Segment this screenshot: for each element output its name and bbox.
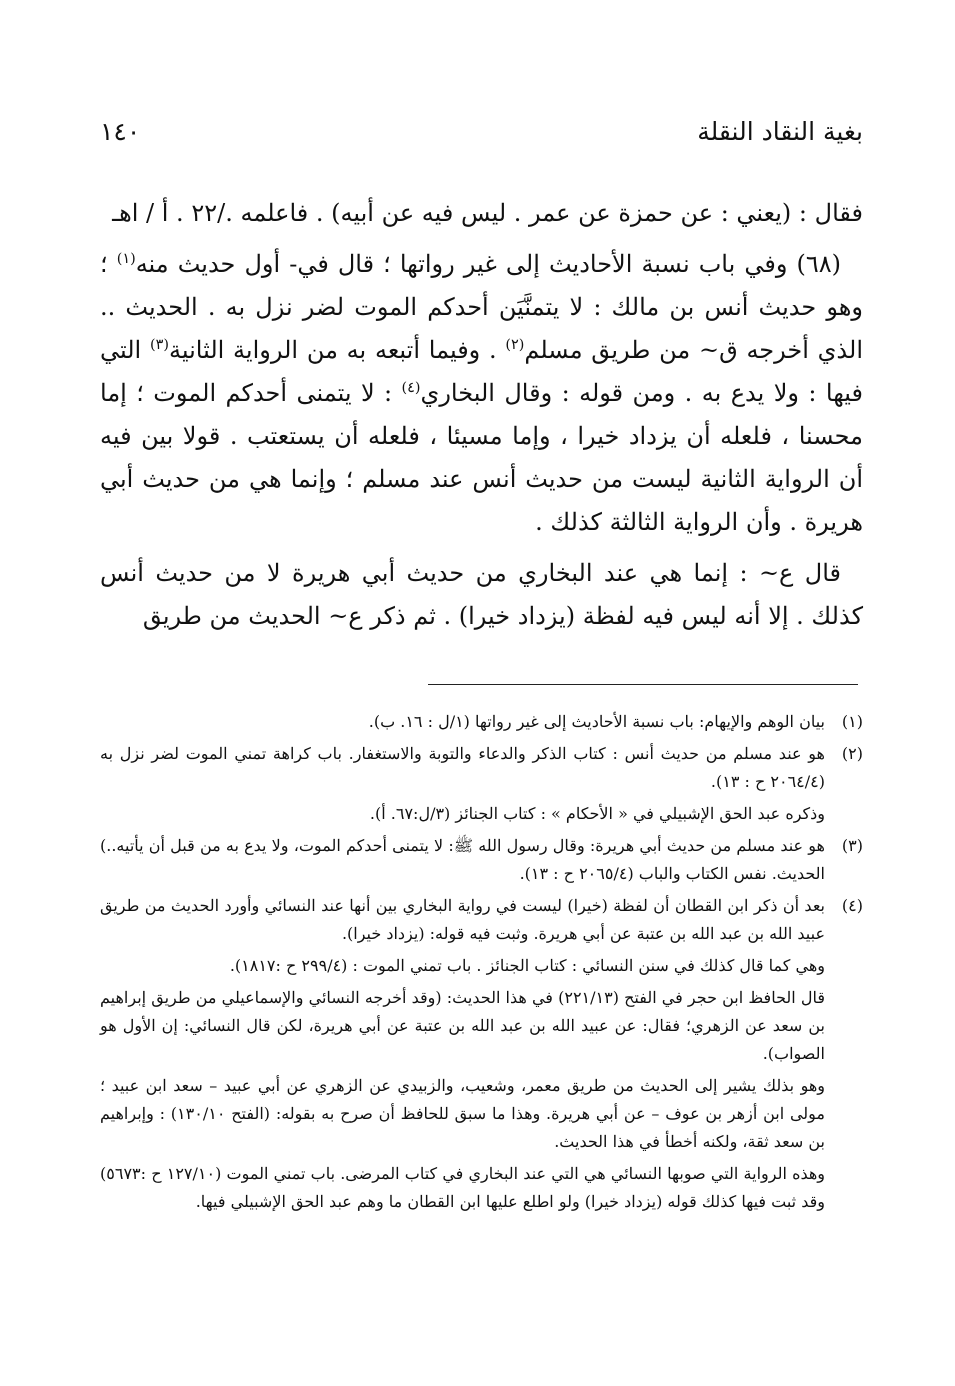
paragraph-1: فقال : (يعني : عن حمزة عن عمر . ليس فيه عن أبيه) . فاعلمه ./٢٢ . أ / اهـ bbox=[112, 199, 863, 227]
footnote-ref-1: (١) bbox=[116, 251, 136, 267]
footnote-1-number: (١) bbox=[841, 712, 863, 731]
footnote-ref-2: (٢) bbox=[505, 337, 525, 353]
paragraph-2-part-e: : لا يتمنى أحدكم الموت ؛ إما محسنا ، فلعله أن يزداد خيرا ، وإما مسيئا ، فلعله أن يستعتب . قولا بين فيه أن الرواية الثانية ليست من حديث أنس عند مسلم ؛ وإنما هي من حديث أبي هريرة . وأن الرواية الثالثة كذلك . bbox=[100, 379, 863, 536]
footnote-4-continuation-1: وهي كما قال كذلك في سنن النسائي : كتاب الجنائز . باب تمني الموت : (٢٩٩/٤ ح :١٨١٧). bbox=[229, 956, 825, 975]
footnote-1-text: بيان الوهم والإيهام: باب نسبة الأحاديث إلى غير رواتها (١/ل : ١٦. ب). bbox=[368, 712, 825, 731]
page-number: ١٤٠ bbox=[100, 117, 141, 146]
page-header bbox=[100, 112, 863, 152]
footnote-3-number: (٣) bbox=[841, 836, 863, 855]
footnote-4-text: بعد أن ذكر ابن القطان أن لفظة (خيرا) ليست في رواية البخاري بين أنها عند النسائي وأورد الحديث من طريق عبيد الله بن عبد الله بن عتبة عن أبي هريرة. وثبت فيه قوله: (يزداد خيرا). bbox=[100, 896, 826, 943]
paragraph-2-part-b: ؛ وهو حديث أنس بن مالك : لا يتمنَّيَن أحدكم الموت لضر نزل به . الحديث .. الذي أخرجه ق~ من طريق مسلم bbox=[100, 250, 863, 364]
footnote-ref-4: (٤) bbox=[401, 380, 421, 396]
footnotes bbox=[100, 708, 863, 1220]
footnote-4-number: (٤) bbox=[841, 896, 863, 915]
footnote-3 bbox=[100, 832, 863, 888]
footnote-4-continuation-4: وهذه الرواية التي صوبها النسائي هي التي عند البخاري في كتاب المرضى. باب تمني الموت (١٢٧/١٠ ح :٥٦٧٣) وقد ثبت فيها كذلك قوله (يزداد خيرا) ولو اطلع عليها ابن القطان ما وهم عبد الحق الإشبيلي فيها. bbox=[100, 1164, 826, 1211]
footnote-1 bbox=[100, 708, 863, 736]
footnote-ref-3: (٣) bbox=[149, 337, 169, 353]
footnote-4-continuation-2: قال الحافظ ابن حجر في الفتح (٢٢١/١٣) في هذا الحديث: (وقد أخرجه النسائي والإسماعيلي من طريق إبراهيم بن سعد عن الزهري؛ فقال: عن عبيد الله بن عبد الله بن عتبة عن أبي هريرة، لكن قال النسائي: إن الأول هو الصواب). bbox=[100, 988, 826, 1063]
paragraph-2-part-d: التي فيها : ولا يدع به . ومن قوله : وقال البخاري bbox=[100, 336, 863, 407]
footnote-divider bbox=[428, 684, 858, 685]
footnote-2-number: (٢) bbox=[841, 744, 863, 763]
paragraph-2-part-a: (٦٨) وفي باب نسبة الأحاديث إلى غير رواتها ؛ قال في- أول حديث منه bbox=[135, 250, 842, 278]
paragraph-2-part-c: . وفيما أتبعه به من الرواية الثانية bbox=[168, 336, 506, 364]
paragraph-2 bbox=[100, 243, 863, 544]
footnote-2-text: هو عند مسلم من حديث أنس : كتاب الذكر والدعاء والتوبة والاستغفار. باب كراهة تمني الموت لضر نزل به (٢٠٦٤/٤ ح : ١٣). bbox=[100, 744, 825, 791]
running-title: بغية النقاد النقلة bbox=[697, 117, 863, 146]
main-text bbox=[100, 192, 863, 638]
footnote-2-continuation: وذكره عبد الحق الإشبيلي في « الأحكام » : كتاب الجنائز (٣/ل:٦٧. أ). bbox=[369, 804, 825, 823]
paragraph-3: قال ع~ : إنما هي عند البخاري من حديث أبي هريرة لا من حديث أنس كذلك . إلا أنه ليس فيه لفظة (يزداد خيرا) . ثم ذكر ع~ الحديث من طريق bbox=[100, 559, 863, 630]
footnote-4 bbox=[100, 892, 863, 948]
footnote-3-text: هو عند مسلم من حديث أبي هريرة: وقال رسول الله ﷺ: لا يتمنى أحدكم الموت، ولا يدع به من قبل أن يأتيه..) الحديث. نفس الكتاب والباب (٢٠٦٥/٤ ح : ١٣). bbox=[100, 836, 825, 883]
footnote-4-continuation-3: وهو بذلك يشير إلى الحديث من طريق معمر، وشعيب، والزبيدي عن الزهري عن أبي عبيد – سعد ابن عبيد ؛ مولى ابن أزهر بن عوف – عن أبي هريرة. وهذا ما سبق للحافظ أن صرح به بقوله: (الفتح ١٣٠/١٠) : وإبراهيم بن سعد ثقة، ولكنه أخطأ في هذا الحديث. bbox=[100, 1076, 825, 1151]
footnote-2 bbox=[100, 740, 863, 796]
